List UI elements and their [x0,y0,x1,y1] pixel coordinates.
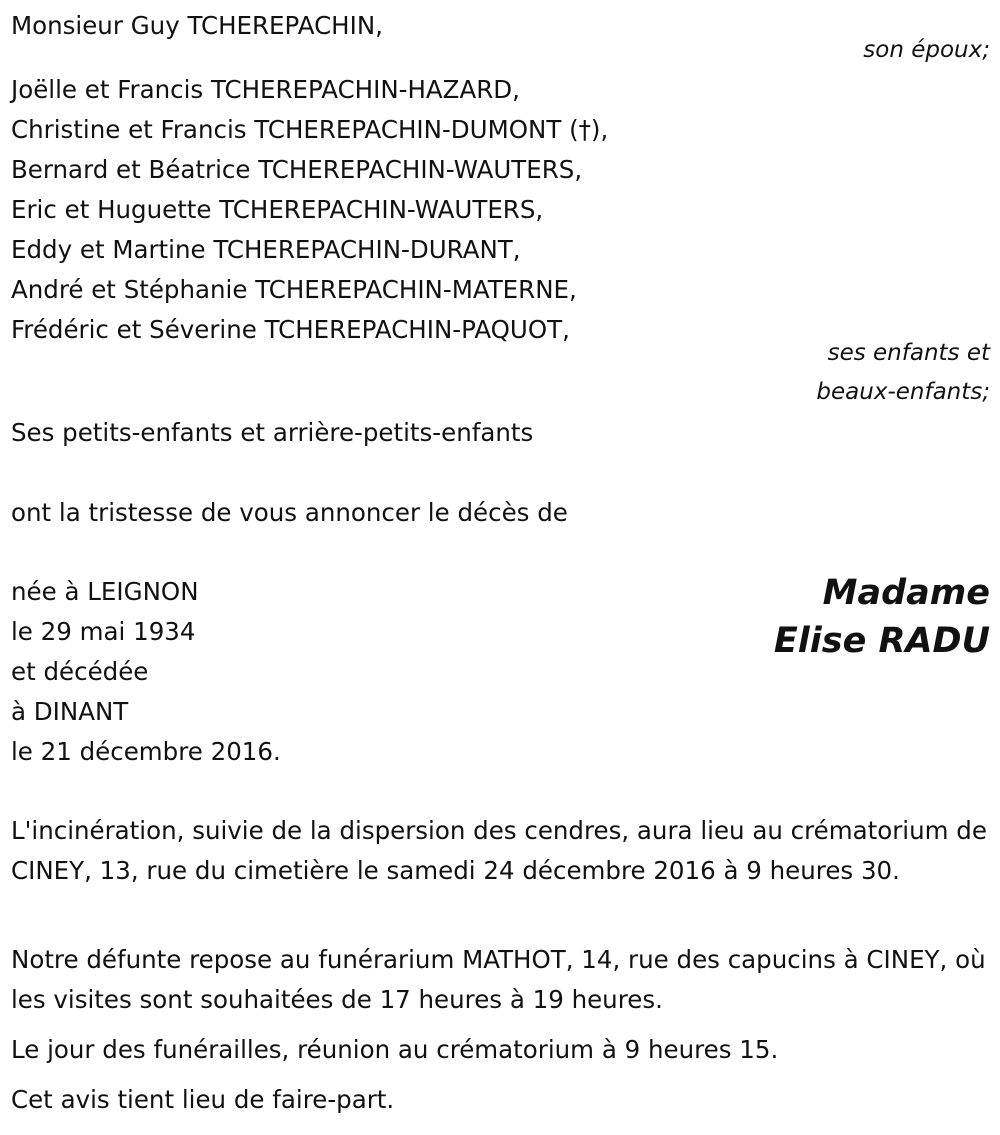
child-line: Christine et Francis TCHEREPACHIN-DUMONT (†), [11,115,609,144]
funeral-home-paragraph: Notre défunte repose au funérarium MATHOT, 14, rue des capucins à CINEY, où les visites sont souhaitées de 17 heures à 19 heures. [11,945,986,1014]
child-line: Eric et Huguette TCHEREPACHIN-WAUTERS, [11,195,544,224]
child-line: André et Stéphanie TCHEREPACHIN-MATERNE, [11,275,577,304]
children-role-line1: ses enfants et [827,340,990,366]
birth-date: le 29 mai 1934 [11,617,196,646]
child-line: Bernard et Béatrice TCHEREPACHIN-WAUTERS, [11,155,583,184]
announcement-line: ont la tristesse de vous annoncer le décès de [11,498,568,527]
spouse-role: son époux; [863,37,990,63]
children-role-line2: beaux-enfants; [816,379,990,405]
death-place: à DINANT [11,697,129,726]
spouse-name: Monsieur Guy TCHEREPACHIN, [11,11,383,40]
deceased-name: Elise RADU [773,621,990,661]
funeral-day-paragraph: Le jour des funérailles, réunion au crématorium à 9 heures 15. [11,1035,779,1064]
cremation-paragraph: L'incinération, suivie de la dispersion des cendres, aura lieu au crématorium de CINEY, 13, rue du cimetière le samedi 24 décembre 2016 à 9 heures 30. [11,816,987,885]
notice-paragraph: Cet avis tient lieu de faire-part. [11,1085,395,1114]
deceased-title: Madame [822,573,990,613]
child-line: Joëlle et Francis TCHEREPACHIN-HAZARD, [11,75,520,104]
child-line: Eddy et Martine TCHEREPACHIN-DURANT, [11,235,521,264]
grandchildren-line: Ses petits-enfants et arrière-petits-enfants [11,418,534,447]
child-line: Frédéric et Séverine TCHEREPACHIN-PAQUOT, [11,315,570,344]
death-date: le 21 décembre 2016. [11,737,281,766]
birth-place: née à LEIGNON [11,577,199,606]
death-label: et décédée [11,657,149,686]
